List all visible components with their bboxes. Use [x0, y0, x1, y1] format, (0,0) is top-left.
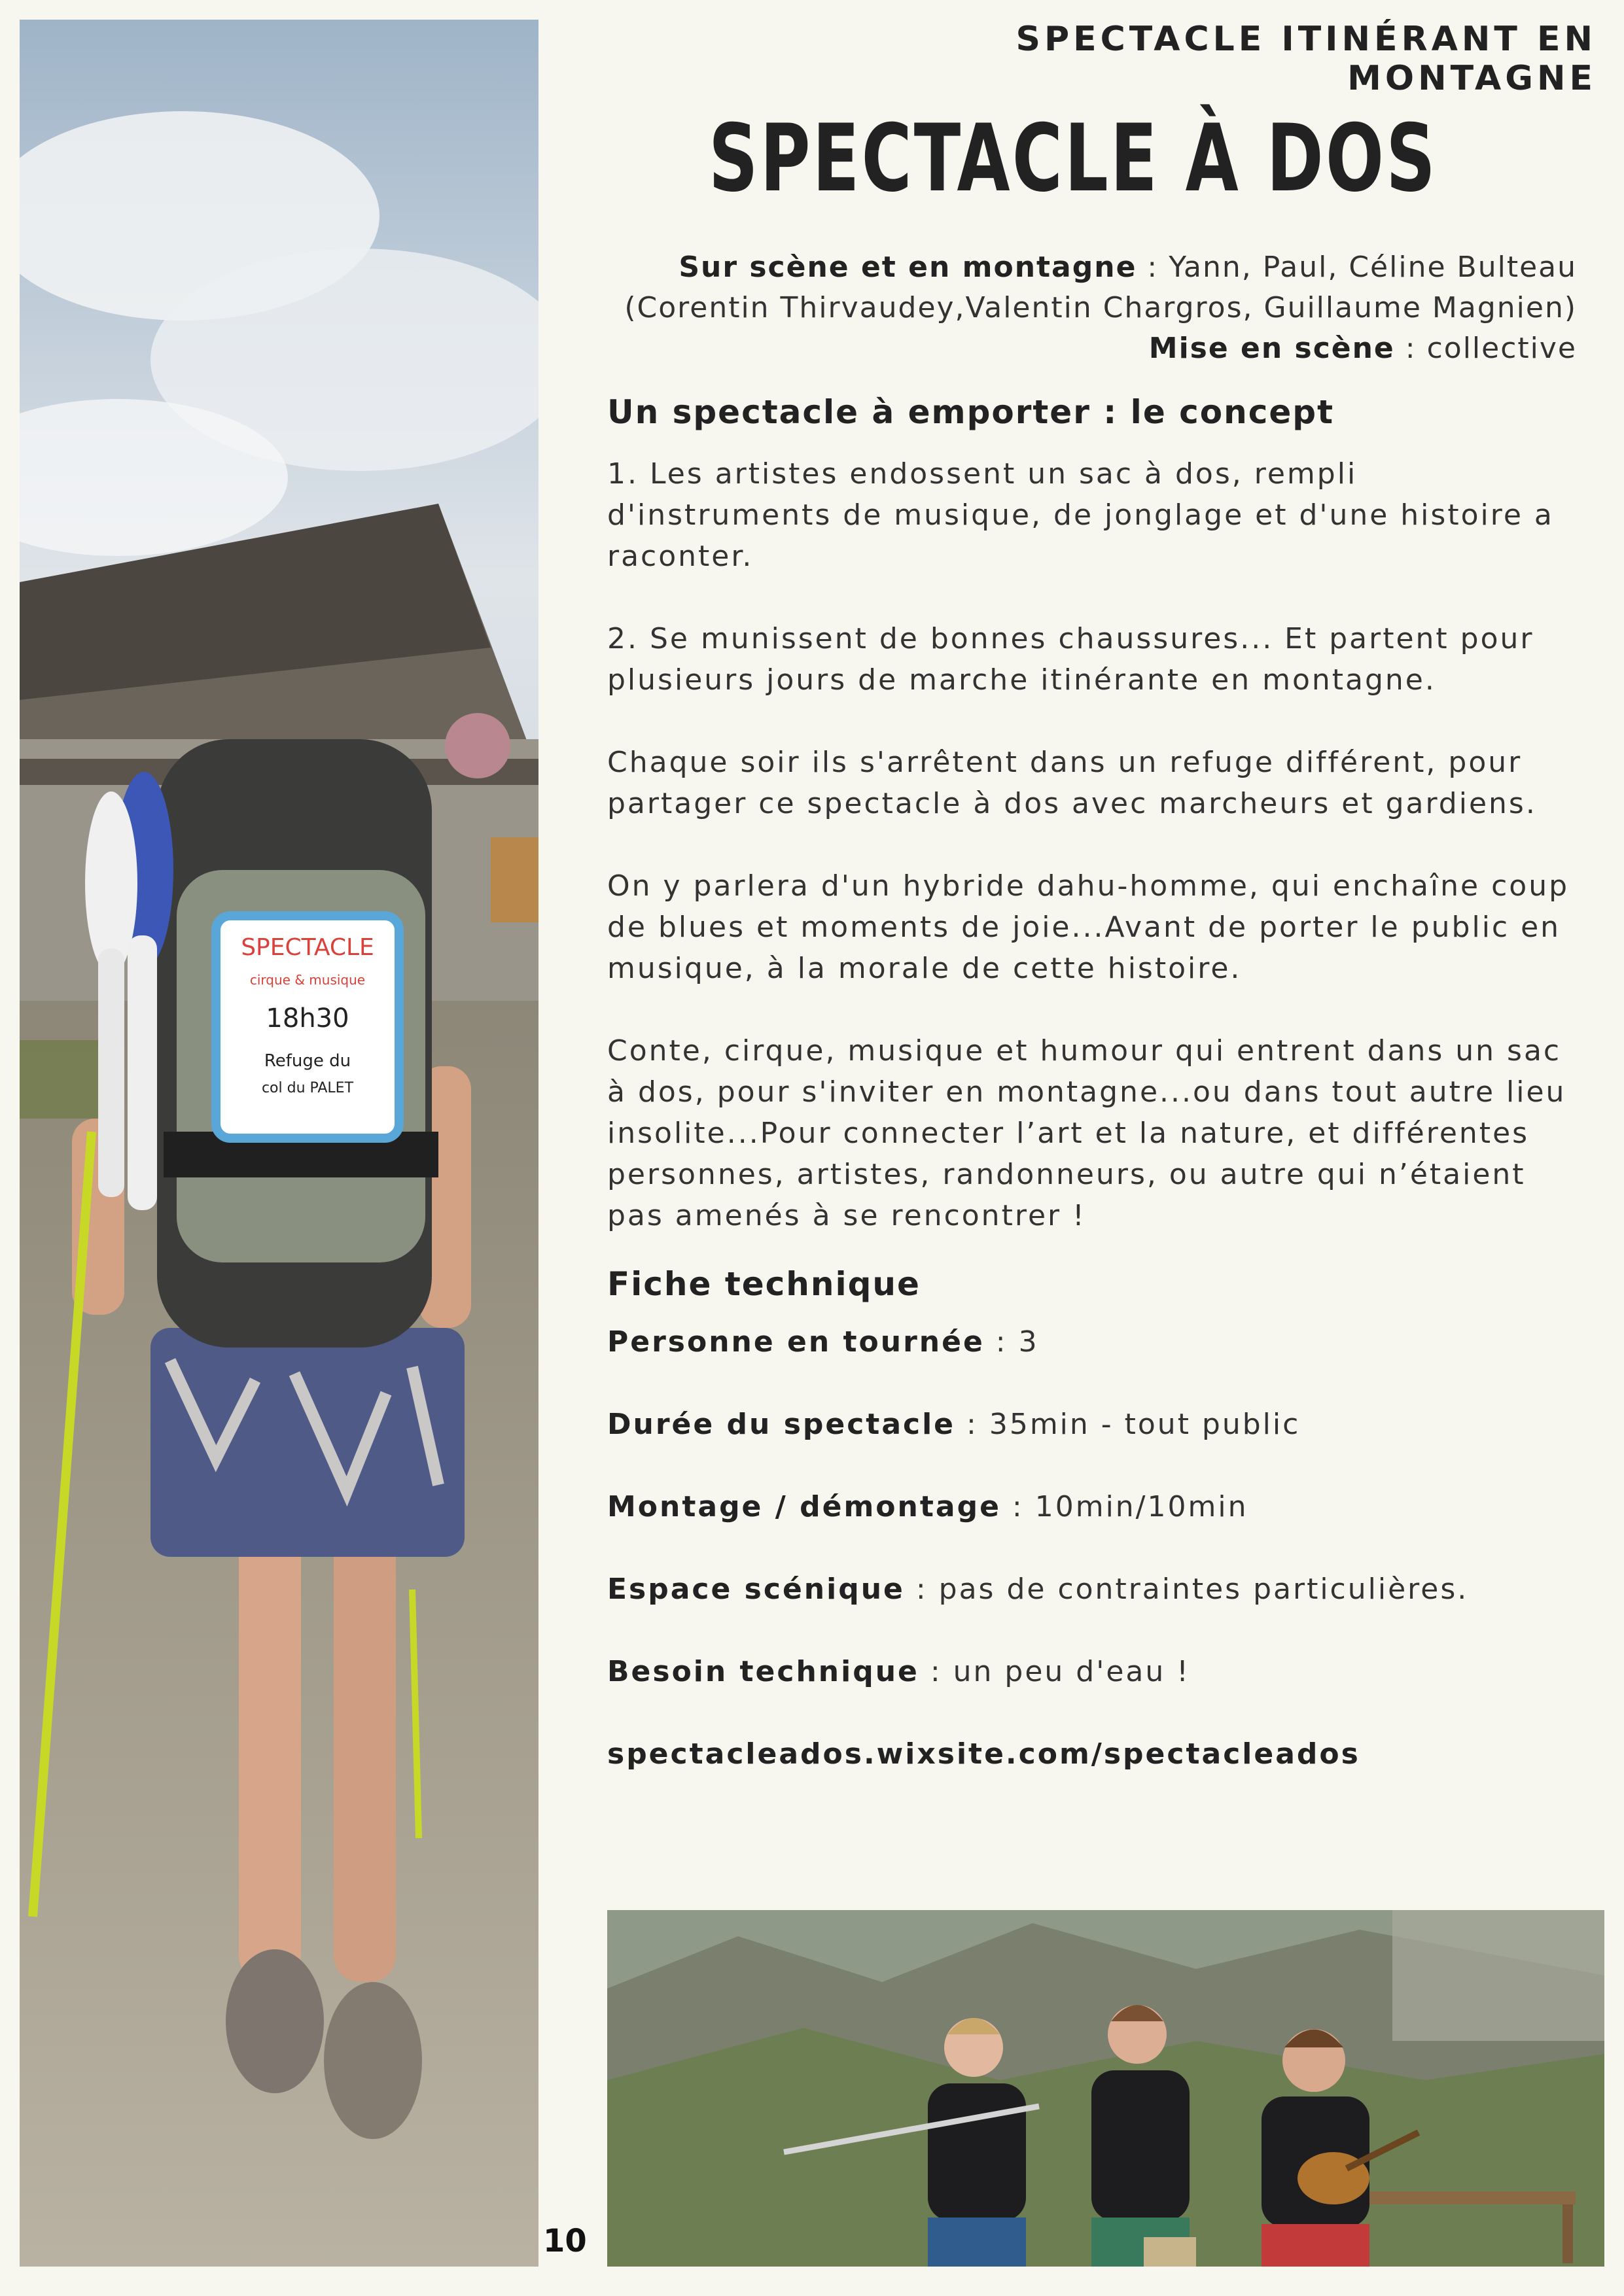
tech-item	[607, 1404, 1582, 1445]
concept-paragraph-2: 2. Se munissent de bonnes chaussures... Et partent pour plusieurs jours de marche itinérante en montagne.	[607, 622, 1534, 697]
tech-item	[607, 1569, 1582, 1610]
stage-value: : Yann, Paul, Céline Bulteau	[1137, 251, 1577, 284]
tech-item-value: : 3	[984, 1325, 1039, 1359]
tech-heading: Fiche technique	[607, 1265, 921, 1303]
credits-line-3	[530, 328, 1577, 369]
tech-item-value: : un peu d'eau !	[919, 1655, 1190, 1688]
kicker-heading: SPECTACLE ITINÉRANT EN MONTAGNE	[1015, 20, 1597, 98]
website-link[interactable]: spectacleados.wixsite.com/spectacleados	[607, 1737, 1360, 1771]
tech-item-value: : 35min - tout public	[955, 1408, 1301, 1441]
concept-paragraph-5: Conte, cirque, musique et humour qui entrent dans un sac à dos, pour s'inviter en montagne...ou dans tout autre lieu insolite...Pour connecter l’art et la nature, et différentes personnes, artistes, randonneurs, ou autre qui n’étaient pas amenés à se rencontrer !	[607, 1034, 1566, 1232]
stage-label: Sur scène et en montagne	[679, 251, 1137, 284]
tech-item-label: Montage / démontage	[607, 1490, 1001, 1523]
tech-item	[607, 1651, 1582, 1692]
direction-label: Mise en scène	[1148, 332, 1395, 365]
page-title: SPECTACLE À DOS	[709, 105, 1438, 213]
sign-subtitle: cirque & musique	[249, 972, 366, 988]
hiker-photo	[20, 20, 538, 2267]
sign-place-2: col du PALET	[261, 1080, 354, 1096]
concept-heading: Un spectacle à emporter : le concept	[607, 393, 1334, 431]
tech-item	[607, 1486, 1582, 1527]
sign-place: Refuge du	[264, 1051, 351, 1071]
sign-time: 18h30	[266, 1003, 349, 1034]
tech-item-value: : pas de contraintes particulières.	[904, 1573, 1469, 1606]
direction-value: : collective	[1394, 332, 1577, 365]
credits-alternates: (Corentin Thirvaudey,Valentin Chargros, Guillaume Magnien)	[624, 291, 1577, 324]
sign-title: SPECTACLE	[241, 934, 374, 961]
tech-item-value: : 10min/10min	[1000, 1490, 1248, 1523]
tech-item-label: Besoin technique	[607, 1655, 919, 1688]
page-number: 10	[543, 2223, 587, 2259]
credits-line-1	[530, 247, 1577, 288]
concept-paragraph-3: Chaque soir ils s'arrêtent dans un refuge différent, pour partager ce spectacle à dos avec marcheurs et gardiens.	[607, 746, 1537, 820]
musicians-photo	[607, 1910, 1604, 2267]
tech-item-label: Durée du spectacle	[607, 1408, 956, 1441]
concept-paragraph-4: On y parlera d'un hybride dahu-homme, qui enchaîne coup de blues et moments de joie...Avant de porter le public en musique, à la morale de cette histoire.	[607, 869, 1570, 985]
tech-item-label: Personne en tournée	[607, 1325, 985, 1359]
concept-paragraph-1: 1. Les artistes endossent un sac à dos, rempli d'instruments de musique, de jonglage et d'une histoire a raconter.	[607, 457, 1554, 573]
main-content	[607, 389, 1582, 1775]
credits	[530, 247, 1577, 369]
tech-item-label: Espace scénique	[607, 1573, 905, 1606]
tech-item	[607, 1321, 1582, 1363]
